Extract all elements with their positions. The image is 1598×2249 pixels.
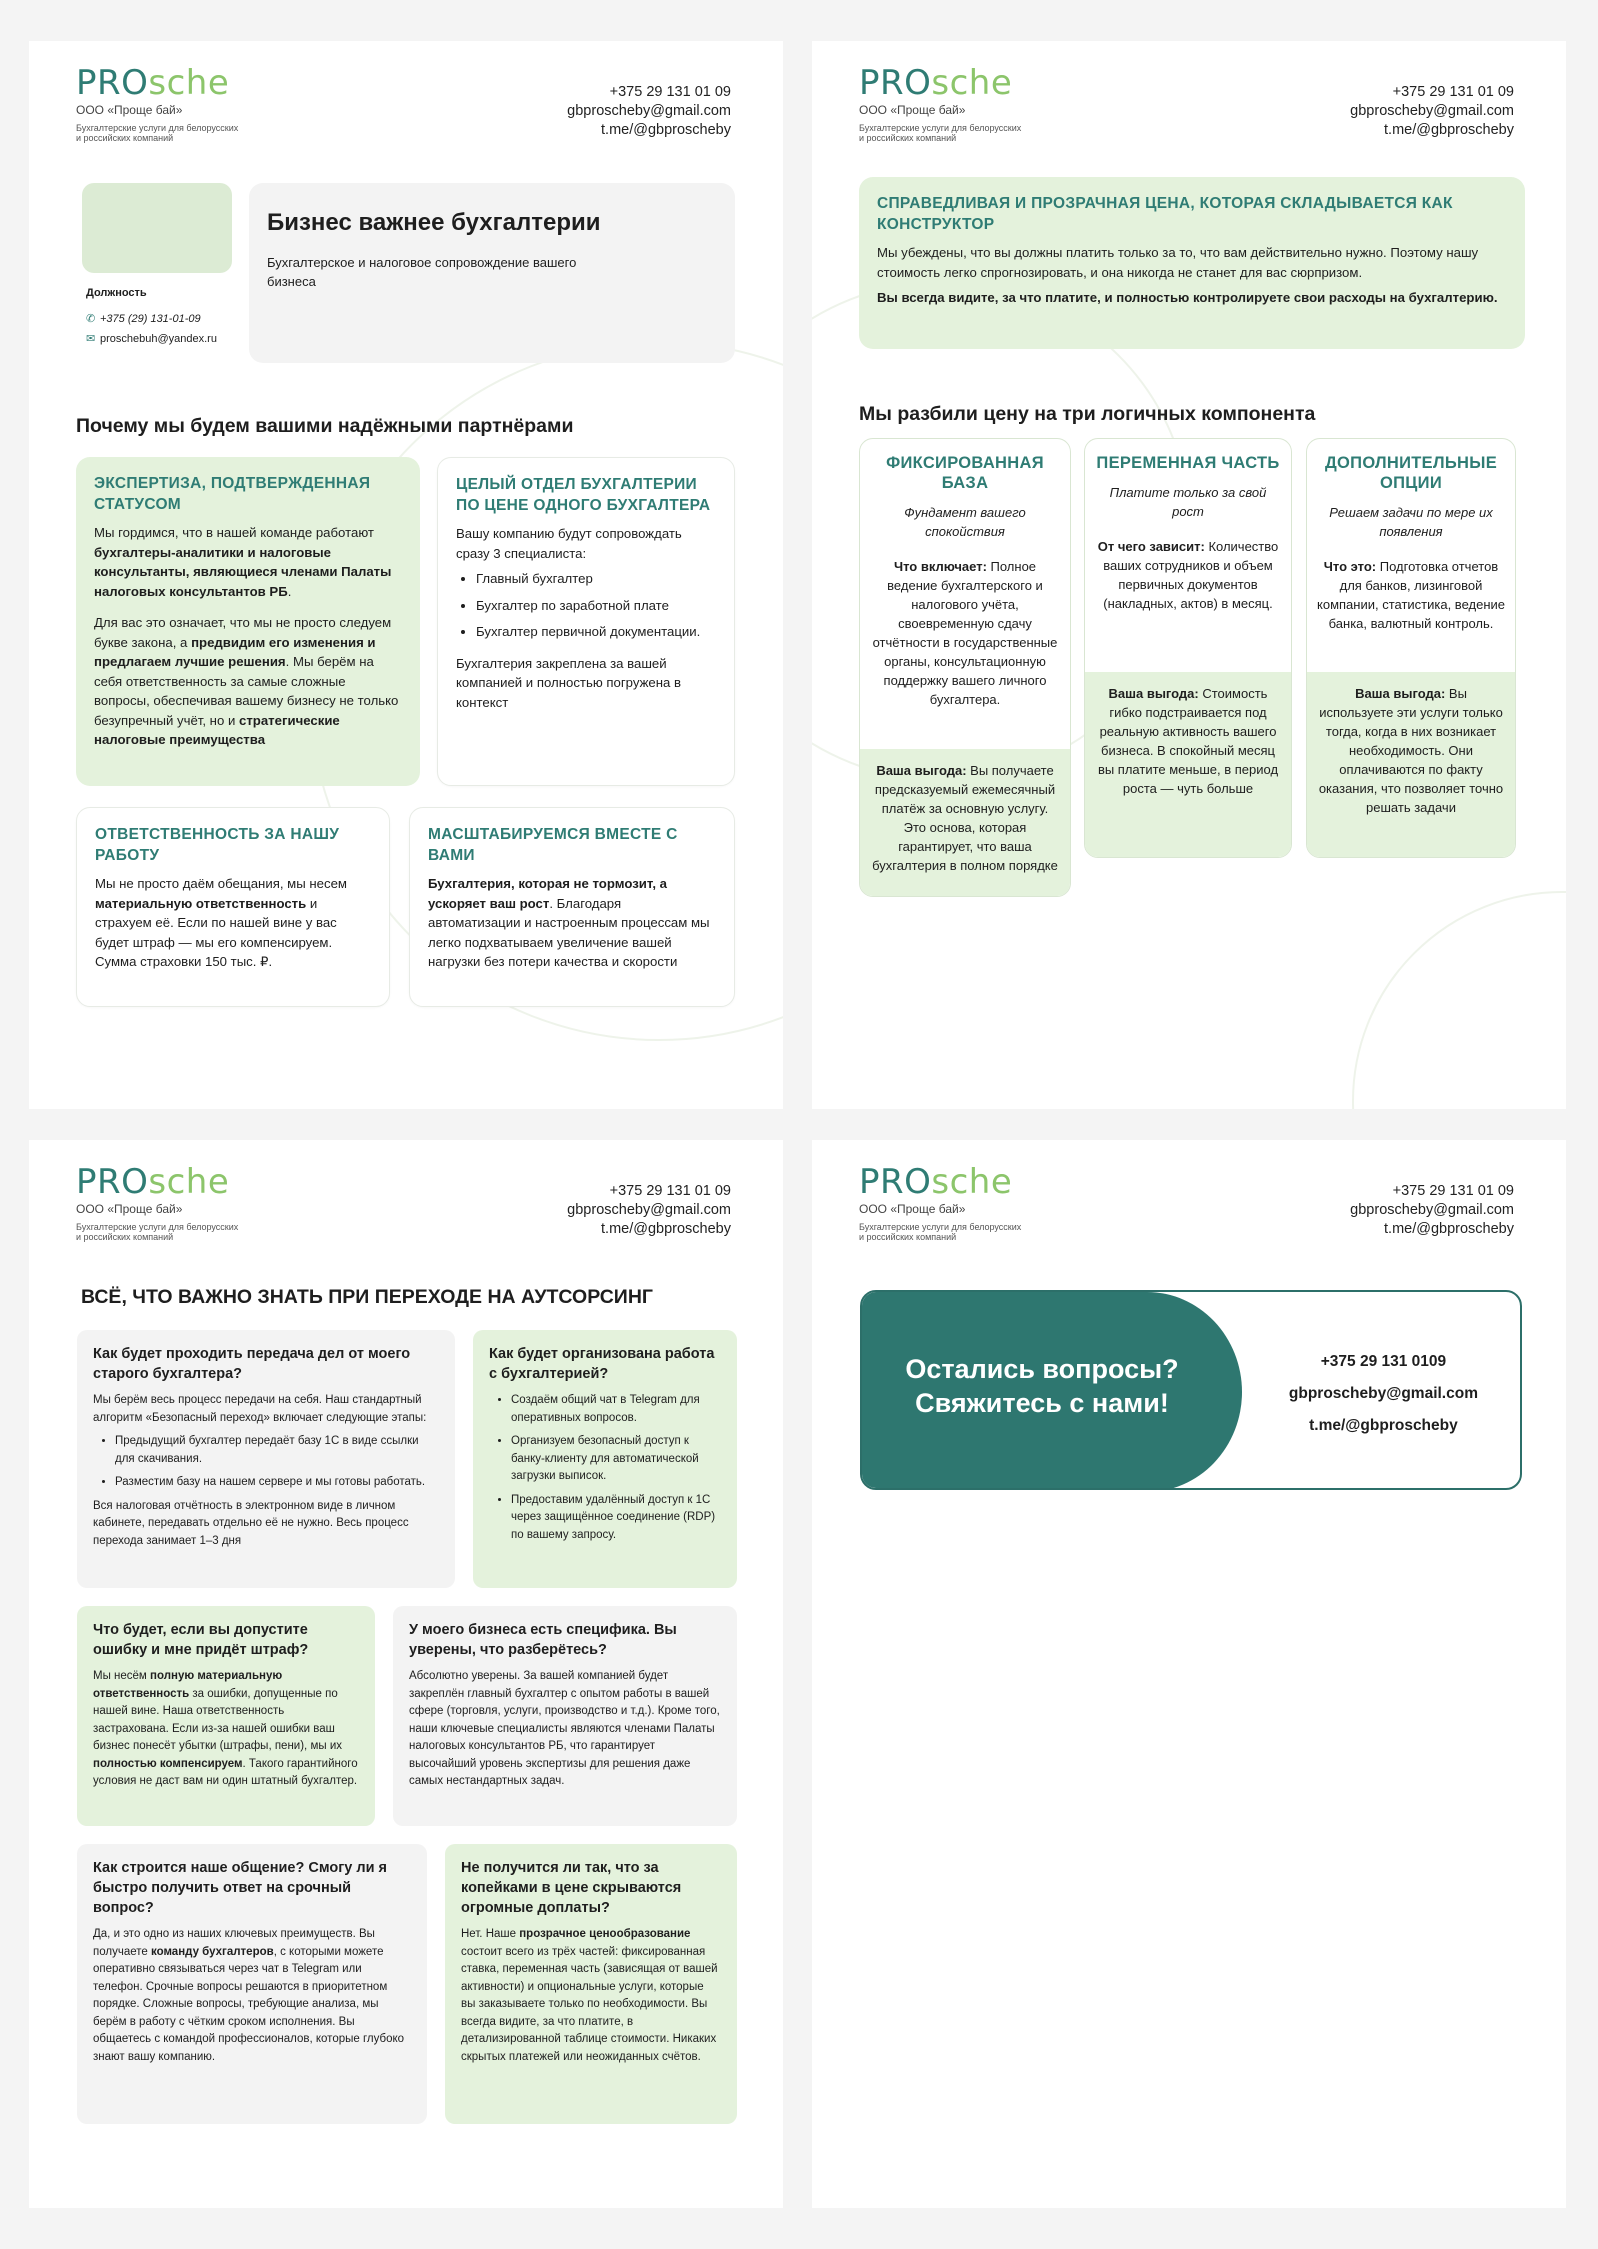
col-subtitle: Фундамент вашего спокойствия [904, 505, 1026, 539]
tagline-line: и российских компаний [76, 133, 174, 143]
col-top [1307, 439, 1515, 672]
list-item: • Предыдущий бухгалтер передаёт базу 1С в виде ссылки для скачивания. [115, 1433, 439, 1468]
header-phone[interactable]: +375 29 131 01 09 [1392, 1183, 1514, 1199]
text: Полное ведение бухгалтерского и налогового учёта, своевременную сдачу отчётности в государственные органы, консультационную поддержку вашего личного бухгалтера. [872, 559, 1058, 707]
card-title: ЭКСПЕРТИЗА, ПОДТВЕРЖДЕННАЯ СТАТУСОМ [94, 475, 371, 513]
contact-cta [860, 1290, 1522, 1490]
tagline-line: Бухгалтерские услуги для белорусских [76, 123, 239, 133]
header-telegram[interactable]: t.me/@gbproscheby [1384, 122, 1514, 138]
card-expertise [76, 457, 420, 786]
bold-text: Ваша выгода: [1108, 686, 1199, 701]
bold-text: Вы всегда видите, за что платите, и полностью контролируете свои расходы на бухгалтерию. [877, 290, 1498, 305]
tagline [76, 1222, 276, 1242]
list-item: • Разместим базу на нашем сервере и мы готовы работать. [115, 1474, 439, 1492]
text: состоит всего из трёх частей: фиксированная ставка, переменная часть (зависящая от вашей активности) и опциональные услуги, которые вы заказываете только по необходимости. Вы всегда видите, за что платите, в детализированной таблице стоимости. Никаких скрытых платежей или неожиданных счётов. [461, 1945, 718, 2063]
card-title: ЦЕЛЫЙ ОТДЕЛ БУХГАЛТЕРИИ ПО ЦЕНЕ ОДНОГО БУХГАЛТЕРА [456, 476, 711, 514]
tagline [76, 123, 276, 143]
list-item: • Создаём общий чат в Telegram для оперативных вопросов. [511, 1392, 721, 1427]
col-subtitle: Платите только за свой рост [1109, 485, 1267, 519]
cta-heading [882, 1352, 1202, 1420]
logo-part-pro: PRO [859, 63, 932, 103]
bold-text: материальную ответственность [95, 895, 307, 911]
header-phone[interactable]: +375 29 131 01 09 [609, 84, 731, 100]
tagline [859, 1222, 1059, 1242]
brand [859, 1164, 1059, 1242]
header-contacts [1350, 83, 1514, 140]
list-item: • Организуем безопасный доступ к банку-клиенту для автоматической загрузки выписок. [511, 1433, 721, 1486]
faq-text [461, 1926, 721, 2066]
text: , с которыми можете оперативно связываться через чат в Telegram или телефон. Срочные вопросы решаются в приоритетном порядке. Сложные вопросы, требующие анализа, мы берём в работу с чётким сроком исполнения. Вы общаетесь с командой профессионалов, которые глубоко знают вашу компанию. [93, 1945, 405, 2063]
card-scaling [409, 807, 735, 1007]
price-col-options [1306, 438, 1516, 858]
text: за ошибки, допущенные по нашей вине. Наша ответственность застрахована. Если из-за нашей ошибки ваш бизнес понесёт убытки (штрафы, пени), мы их [93, 1687, 342, 1752]
card-responsibility [76, 807, 390, 1007]
tagline-line: и российских компаний [76, 1232, 174, 1242]
logo-part-sche: sche [931, 1162, 1013, 1202]
faq-text [93, 1668, 359, 1791]
faq-question: Что будет, если вы допустите ошибку и мне придёт штраф? [93, 1622, 309, 1658]
header-telegram[interactable]: t.me/@gbproscheby [1384, 1221, 1514, 1237]
company-name: ООО «Проще бай» [76, 103, 183, 117]
bold-text: Что включает: [893, 559, 987, 574]
bold-text: прозрачное ценообразование [519, 1928, 691, 1940]
tagline-line: и российских компаний [859, 1232, 957, 1242]
text: Да, и это одно из наших ключевых преимуществ. Вы получаете [93, 1928, 375, 1958]
text: . Благодаря автоматизации и настроенным процессам мы легко подхватываем увеличение вашей нагрузки без потери качества и скорости [428, 895, 710, 969]
hero-title: Бизнес важнее бухгалтерии [267, 209, 601, 236]
col-title: ДОПОЛНИТЕЛЬНЫЕ ОПЦИИ [1324, 454, 1498, 492]
person-email[interactable]: proschebuh@yandex.ru [100, 333, 217, 345]
tagline-line: и российских компаний [859, 133, 957, 143]
header-email[interactable]: gbproscheby@gmail.com [567, 103, 731, 119]
logo [76, 1164, 276, 1200]
text: Подготовка отчетов для банков, лизинговой компании, статистика, ведение банка, валютный контроль. [1317, 559, 1505, 631]
phone-icon: ✆ [86, 313, 96, 325]
faq-question: Не получится ли так, что за копейками в цене скрываются огромные доплаты? [461, 1860, 682, 1916]
text: Нет. Наше [461, 1928, 520, 1940]
tagline-line: Бухгалтерские услуги для белорусских [76, 1222, 239, 1232]
faq-text: Вся налоговая отчётность в электронном виде в личном кабинете, передавать отдельно её не нужно. Весь процесс перехода занимает 1–3 дня [93, 1499, 409, 1547]
faq-list [489, 1392, 721, 1544]
cta-email[interactable]: gbproscheby@gmail.com [1288, 1385, 1478, 1402]
logo-part-sche: sche [931, 63, 1013, 103]
section-title: ВСЁ, ЧТО ВАЖНО ЗНАТЬ ПРИ ПЕРЕХОДЕ НА АУТСОРСИНГ [81, 1286, 653, 1308]
card-outro: Бухгалтерия закреплена за вашей компанией и полностью погружена в контекст [456, 655, 682, 710]
col-title: ФИКСИРОВАННАЯ БАЗА [886, 454, 1044, 492]
header-contacts [567, 83, 731, 140]
logo-part-sche: sche [148, 63, 230, 103]
card-fair-price [859, 177, 1525, 349]
person-card [76, 183, 236, 363]
logo-part-sche: sche [148, 1162, 230, 1202]
header-telegram[interactable]: t.me/@gbproscheby [601, 1221, 731, 1237]
text: . [287, 583, 292, 599]
bold-text: Что это: [1323, 559, 1377, 574]
logo [76, 65, 276, 101]
col-text [1317, 557, 1505, 633]
header-email[interactable]: gbproscheby@gmail.com [567, 1202, 731, 1218]
card-title: ОТВЕТСТВЕННОСТЬ ЗА НАШУ РАБОТУ [95, 826, 340, 864]
hero-subtitle: Бухгалтерское и налоговое сопровождение вашего бизнеса [267, 255, 577, 289]
col-text [870, 557, 1060, 709]
faq-question: Как будет проходить передача дел от моего старого бухгалтера? [93, 1346, 411, 1382]
card-paragraph [95, 874, 371, 972]
text: Мы несём [93, 1670, 151, 1682]
cta-line: Свяжитесь с нами! [915, 1388, 1169, 1418]
section-title: Мы разбили цену на три логичных компонента [859, 403, 1316, 425]
bold-text: бухгалтеры-аналитики и налоговые консультанты, являющиеся членами Палаты налоговых консультантов РБ [94, 544, 392, 599]
card-paragraph [94, 523, 402, 601]
text: и страхуем её. Если по нашей вине у вас будет штраф — мы его компенсируем. Сумма страховки 150 тыс. ₽. [95, 895, 337, 969]
bold-text: команду бухгалтеров [150, 1945, 274, 1958]
bold-text: полностью компенсируем [93, 1757, 243, 1770]
company-name: ООО «Проще бай» [859, 103, 966, 117]
text: Стоимость гибко подстраивается под реальную активность вашего бизнеса. В спокойный месяц вы платите меньше, в период роста — чуть больше [1097, 686, 1279, 796]
col-text [1095, 537, 1281, 613]
bold-text: предвидим его изменения и предлагаем лучшие решения [94, 634, 376, 669]
bold-text: Ваша выгода: [1355, 686, 1446, 701]
list-item: • Главный бухгалтер [476, 569, 716, 589]
decorative-circle [1352, 891, 1566, 1109]
card-paragraph: Мы убеждены, что вы должны платить только за то, что вам действительно нужно. Поэтому нашу стоимость легко спрогнозировать, и она никогда не станет для вас сюрпризом. [877, 245, 1479, 280]
faq-specifics [393, 1606, 737, 1826]
logo-part-pro: PRO [76, 1162, 149, 1202]
logo [859, 65, 1059, 101]
card-paragraph [877, 288, 1507, 308]
tagline-line: Бухгалтерские услуги для белорусских [859, 1222, 1022, 1232]
faq-text [93, 1926, 411, 2066]
faq-question: Как будет организована работа с бухгалтерией? [489, 1346, 715, 1382]
text: Вы получаете предсказуемый ежемесячный платёж за основную услугу. Это основа, которая гарантирует, что ваша бухгалтерия в полном порядке [872, 763, 1058, 873]
header-email[interactable]: gbproscheby@gmail.com [1350, 103, 1514, 119]
brand [76, 1164, 276, 1242]
price-col-variable [1084, 438, 1292, 858]
cta-telegram[interactable]: t.me/@gbproscheby [1309, 1417, 1458, 1434]
faq-question: Как строится наше общение? Смогу ли я быстро получить ответ на срочный вопрос? [93, 1860, 387, 1916]
tagline-line: Бухгалтерские услуги для белорусских [859, 123, 1022, 133]
cta-phone[interactable]: +375 29 131 0109 [1320, 1353, 1447, 1370]
page-4 [812, 1140, 1566, 2208]
faq-text: Абсолютно уверены. За вашей компанией будет закреплён главный бухгалтер с опытом работы в вашей сфере (торговля, услуги, производство и т.д.). Кроме того, наши ключевые специалисты являются членами Палаты налоговых консультантов РБ, что гарантирует высочайший уровень экспертизы для решения даже самых нестандартных задач. [409, 1670, 720, 1787]
faq-transfer [77, 1330, 455, 1588]
mail-icon: ✉ [86, 333, 96, 345]
faq-communication [77, 1844, 427, 2124]
cta-contacts [1289, 1346, 1478, 1442]
logo-part-pro: PRO [76, 63, 149, 103]
header-phone[interactable]: +375 29 131 01 09 [1392, 84, 1514, 100]
text: Мы гордимся, что в нашей команде работают [94, 525, 374, 540]
col-subtitle: Решаем задачи по мере их появления [1329, 505, 1493, 539]
faq-text: Мы берём весь процесс передачи на себя. Наш стандартный алгоритм «Безопасный переход» включает следующие этапы: [93, 1394, 427, 1424]
person-phone-line [86, 309, 236, 329]
cta-line: Остались вопросы? [905, 1354, 1179, 1384]
header-contacts [1350, 1182, 1514, 1239]
header-phone[interactable]: +375 29 131 01 09 [609, 1183, 731, 1199]
text: . Такого гарантийного условия не даст вам ни один штатный бухгалтер. [93, 1757, 358, 1787]
text: . Мы берём на себя ответственность за самые сложные вопросы, обеспечивая вашему бизнесу не только безупречный учёт, но и [94, 654, 399, 728]
photo-placeholder [82, 183, 232, 273]
section-title: Почему мы будем вашими надёжными партнёрами [76, 415, 574, 437]
col-top [1085, 439, 1291, 672]
bold-text: Бухгалтерия, которая не тормозит, а ускоряет ваш рост [428, 876, 667, 911]
header-telegram[interactable]: t.me/@gbproscheby [601, 122, 731, 138]
company-name: ООО «Проще бай» [859, 1202, 966, 1216]
price-col-fixed [859, 438, 1071, 897]
logo-part-pro: PRO [859, 1162, 932, 1202]
card-paragraph [94, 613, 402, 750]
col-benefit [1085, 672, 1291, 858]
faq-hidden-fees [445, 1844, 737, 2124]
company-name: ООО «Проще бай» [76, 1202, 183, 1216]
bold-text: стратегические налоговые преимущества [94, 712, 340, 747]
card-paragraph [428, 874, 716, 972]
faq-list [93, 1433, 439, 1492]
person-position: Должность [86, 287, 147, 299]
col-title: ПЕРЕМЕННАЯ ЧАСТЬ [1096, 454, 1280, 472]
brand [859, 65, 1059, 143]
text: Количество ваших сотрудников и объем первичных документов (накладных, актов) в месяц. [1103, 539, 1279, 611]
card-title: СПРАВЕДЛИВАЯ И ПРОЗРАЧНАЯ ЦЕНА, КОТОРАЯ СКЛАДЫВАЕТСЯ КАК КОНСТРУКТОР [877, 195, 1453, 233]
header-email[interactable]: gbproscheby@gmail.com [1350, 1202, 1514, 1218]
faq-organization [473, 1330, 737, 1588]
hero-box [249, 183, 735, 363]
brand [76, 65, 276, 143]
card-title: МАСШТАБИРУЕМСЯ ВМЕСТЕ С ВАМИ [428, 826, 678, 864]
person-phone[interactable]: +375 (29) 131-01-09 [100, 313, 201, 325]
list-item: • Бухгалтер по заработной плате [476, 596, 716, 616]
text: Мы не просто даём обещания, мы несем [95, 876, 347, 891]
text: Для вас это означает, что мы не просто следуем букве закона, а [94, 615, 392, 650]
page-3 [29, 1140, 783, 2208]
faq-question: У моего бизнеса есть специфика. Вы уверены, что разберётесь? [409, 1622, 677, 1658]
bold-text: От чего зависит: [1097, 539, 1205, 554]
text: Вы используете эти услуги только тогда, когда в них возникает необходимость. Они оплачиваются по факту оказания, что позволяет точно решать задачи [1318, 686, 1504, 815]
specialists-list [456, 569, 716, 642]
card-intro: Вашу компанию будут сопровождать сразу 3 специалиста: [456, 526, 682, 561]
list-item: • Бухгалтер первичной документации. [476, 622, 716, 642]
person-email-line [86, 329, 236, 349]
col-benefit [860, 749, 1070, 897]
page-1 [29, 41, 783, 1109]
faq-penalty [77, 1606, 375, 1826]
list-item: • Предоставим удалённый доступ к 1С через защищённое соединение (RDP) по вашему запросу. [511, 1492, 721, 1545]
bold-text: Ваша выгода: [876, 763, 967, 778]
col-benefit [1307, 672, 1515, 858]
header-contacts [567, 1182, 731, 1239]
tagline [859, 123, 1059, 143]
logo [859, 1164, 1059, 1200]
bold-text: полную материальную ответственность [93, 1670, 283, 1700]
card-department [437, 457, 735, 786]
page-2 [812, 41, 1566, 1109]
col-top [860, 439, 1070, 749]
